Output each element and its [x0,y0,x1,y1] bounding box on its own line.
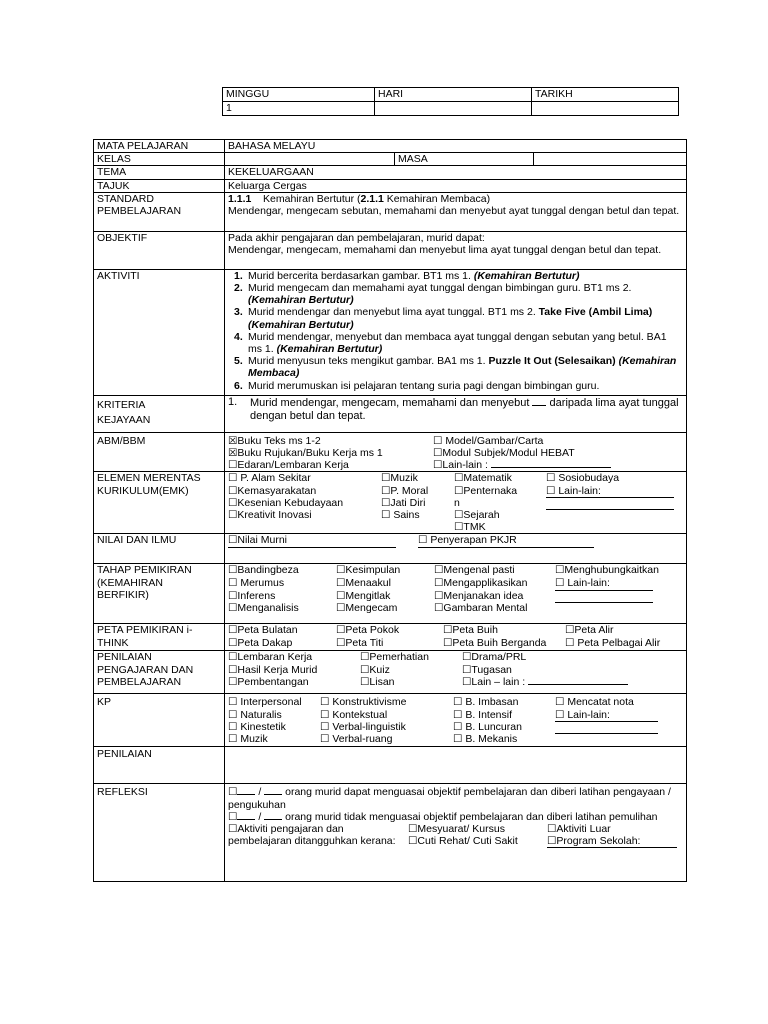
refleksi-row [94,784,687,882]
aktiviti-label: AKTIVITI [94,269,225,395]
peta-value [225,624,687,651]
tahap-kesimpulan[interactable]: ☐Kesimpulan [336,564,401,577]
refleksi-line1-text: orang murid dapat menguasai objektif pembelajaran dan diberi latihan pengayaan / pengukuhan [228,786,671,811]
emk-value [225,472,687,534]
tema-row [94,166,687,179]
objektif-line2: Mendengar, mengecam, memahami dan menyebut lima ayat tunggal dengan betul dan tepat. [228,244,662,257]
tahap-menjanakan-idea[interactable]: ☐Menjanakan idea [434,589,524,602]
aktiviti-item-number: 1. [234,269,243,282]
standard-label [94,192,225,231]
penilaian-pdp-label-line3: PEMBELAJARAN [97,675,182,688]
tajuk-label: TAJUK [94,179,225,192]
kriteria-value[interactable] [225,395,687,432]
hari-header: HARI [375,88,532,102]
aktiviti-item-text: Murid bercerita berdasarkan gambar. BT1 ms 1. [248,269,474,282]
penilaian-pdp-row [94,651,687,694]
kp-lain-lain[interactable]: ☐ Lain-lain: [555,708,610,721]
aktiviti-item-skill: (Kemahiran Bertutur) [248,318,354,331]
tahap-lain-lain-line-1[interactable] [555,590,653,591]
tahap-mengenal-pasti[interactable]: ☐Mengenal pasti [434,564,515,577]
penilaian-pemerhatian[interactable]: ☐Pemerhatian [360,651,429,664]
kriteria-blank[interactable] [532,396,546,406]
tajuk-row [94,179,687,192]
standard-code-1: 1.1.1 [228,192,252,205]
aktiviti-list [228,270,683,392]
nilai-murni-line[interactable] [228,547,396,548]
emk-p-moral[interactable]: ☐P. Moral [381,484,429,497]
standard-code-2: 2.1.1 [360,192,384,205]
abm-label [94,432,225,472]
kp-konstruktivisme[interactable]: ☐ Konstruktivisme [320,696,407,709]
penilaian-lisan[interactable]: ☐Lisan [360,675,395,688]
penilaian-pembentangan[interactable]: ☐Pembentangan [228,675,309,688]
nilai-row [94,534,687,564]
tahap-menaakul[interactable]: ☐Menaakul [336,577,391,590]
refleksi-aktiviti-luar[interactable]: ☐Aktiviti Luar [547,823,611,836]
kp-b-imbasan[interactable]: ☐ B. Imbasan [453,696,519,709]
emk-lain-lain-line-2[interactable] [546,509,674,510]
penilaian-lembaran-kerja[interactable]: ☐Lembaran Kerja [228,651,313,664]
mata-pelajaran-label: MATA PELAJARAN [94,140,225,153]
penilaian-pdp-label-line2: PENGAJARAN DAN [97,663,194,676]
penilaian-row [94,747,687,784]
kp-label [94,694,225,747]
abm-lain-lain[interactable]: ☐Lain-lain : [433,459,488,472]
peta-label [94,624,225,651]
standard-text-1: Kemahiran Bertutur ( [263,192,361,205]
objektif-row [94,231,687,269]
emk-lain-lain[interactable]: ☐ Lain-lain: [546,484,601,497]
aktiviti-item-number: 3. [234,306,243,319]
tahap-mengecam[interactable]: ☐Mengecam [336,602,398,615]
peta-buih[interactable]: ☐Peta Buih [443,624,498,637]
kp-b-intensif[interactable]: ☐ B. Intensif [453,708,513,721]
tahap-value [225,564,687,624]
kriteria-text-a: Murid mendengar, mengecam, memahami dan menyebut [250,396,533,409]
abm-modul-subjek[interactable]: ☐Modul Subjek/Modul HEBAT [433,447,575,460]
kelas-row [94,153,687,166]
refleksi-program-sekolah-line[interactable] [547,847,677,848]
kelas-label: KELAS [94,153,225,166]
minggu-header: MINGGU [223,88,375,102]
kp-mencatat-nota[interactable]: ☐ Mencatat nota [555,696,634,709]
standard-label-line2: PEMBELAJARAN [97,205,182,218]
tahap-label-line2: (KEMAHIRAN [97,576,163,589]
masa-value[interactable] [534,153,687,166]
abm-label-text: ABM/BBM [97,434,146,447]
kp-verbal-ruang[interactable]: ☐ Verbal-ruang [320,733,393,746]
aktiviti-item-text: Murid mendengar, menyebut dan membaca ayat tunggal dengan sebutan yang betul. BA1 ms 1. [248,330,667,356]
tema-value[interactable]: KEKELUARGAAN [225,166,687,179]
peta-pokok[interactable]: ☐Peta Pokok [336,624,400,637]
tahap-mengitlak[interactable]: ☐Mengitlak [336,589,391,602]
aktiviti-item-body [248,270,683,282]
penilaian-pdp-label [94,651,225,694]
aktiviti-item-body [248,355,683,379]
aktiviti-item-skill: (Kemahiran Bertutur) [473,269,580,282]
emk-sosiobudaya[interactable]: ☐ Sosiobudaya [546,472,620,485]
penilaian-tugasan[interactable]: ☐Tugasan [462,663,512,676]
aktiviti-item-text: Murid merumuskan isi pelajaran tentang suria pagi dengan bimbingan guru. [248,379,600,392]
standard-text-2: Kemahiran Membaca) [383,192,491,205]
standard-row [94,192,687,231]
kp-verbal-linguistik[interactable]: ☐ Verbal-linguistik [320,720,406,733]
refleksi-ditangguhkan[interactable]: ☐Aktiviti pengajaran dan pembelajaran ditangguhkan kerana: [228,823,396,848]
aktiviti-item-body [248,306,683,330]
emk-alam-sekitar[interactable]: ☐ P. Alam Sekitar [228,472,311,485]
aktiviti-item-skill: (Kemahiran Membaca) [248,355,677,380]
emk-kreativiti[interactable]: ☐Kreativit Inovasi [228,509,312,522]
peta-buih-berganda[interactable]: ☐Peta Buih Berganda [443,636,547,649]
kp-kontekstual[interactable]: ☐ Kontekstual [320,708,388,721]
emk-jati-diri[interactable]: ☐Jati Diri [381,496,426,509]
tahap-pemikiran-row [94,564,687,624]
aktiviti-item-number: 4. [234,330,243,343]
aktiviti-item-text: Murid mengecam dan memahami ayat tunggal dengan bimbingan guru. BT1 ms 2. [248,282,632,295]
emk-label [94,472,225,534]
refleksi-line2[interactable]: ☐ / orang murid tidak menguasai objektif pembelajaran dan diberi latihan pemulihan [228,810,658,823]
kriteria-row [94,395,687,432]
kp-interpersonal[interactable]: ☐ Interpersonal [228,696,302,709]
tahap-merumus[interactable]: ☐ Merumus [228,577,285,590]
tarikh-value[interactable] [532,102,679,116]
penyerapan-pkjr-line[interactable] [418,547,594,548]
emk-matematik[interactable]: ☐Matematik [454,472,512,485]
abm-value [225,432,687,472]
kriteria-num: 1. [228,395,238,408]
kp-naturalis[interactable]: ☐ Naturalis [228,708,282,721]
peta-pelbagai-alir[interactable]: ☐ Peta Pelbagai Alir [565,636,661,649]
mata-pelajaran-value[interactable]: BAHASA MELAYU [225,140,687,153]
aktiviti-item [228,282,683,306]
aktiviti-item-bold: Puzzle It Out (Selesaikan) [488,355,619,368]
aktiviti-item-text: Murid menyusun teks mengikut gambar. BA1 ms 1. [248,355,489,368]
aktiviti-item-skill: (Kemahiran Bertutur) [248,294,354,307]
minggu-value[interactable]: 1 [223,102,375,116]
tahap-menghubungkaitkan[interactable]: ☐Menghubungkaitkan [555,564,659,577]
emk-tmk[interactable]: ☐TMK [454,521,486,534]
kp-muzik[interactable]: ☐ Muzik [228,733,268,746]
kp-value [225,694,687,747]
aktiviti-item [228,270,683,282]
penilaian-pdp-label-line1: PENILAIAN [97,651,152,664]
kp-label-text: KP [97,696,112,709]
aktiviti-row [94,269,687,395]
emk-kemasyarakatan[interactable]: ☐Kemasyarakatan [228,484,317,497]
abm-buku-teks[interactable]: ☒Buku Teks ms 1-2 [228,434,321,447]
emk-lain-lain-line-1[interactable] [546,497,674,498]
tahap-label-line3: BERFIKIR) [97,588,149,601]
peta-titi[interactable]: ☐Peta Titi [336,636,384,649]
peta-alir[interactable]: ☐Peta Alir [565,624,614,637]
kp-b-mekanis[interactable]: ☐ B. Mekanis [453,733,518,746]
tarikh-header: TARIKH [532,88,679,102]
nilai-murni[interactable]: ☐Nilai Murni [228,534,288,547]
abm-edaran[interactable]: ☐Edaran/Lembaran Kerja [228,459,349,472]
peta-pemikiran-row [94,624,687,651]
penilaian-lain-lain-line[interactable] [528,684,628,685]
kriteria-text-b: daripada lima ayat tunggal dengan betul dan tepat. [250,396,679,422]
penilaian-kuiz[interactable]: ☐Kuiz [360,663,390,676]
aktiviti-value[interactable] [225,269,687,395]
tahap-menganalisis[interactable]: ☐Menganalisis [228,602,299,615]
tahap-mengapplikasikan[interactable]: ☐Mengapplikasikan [434,577,528,590]
standard-description: Mendengar, mengecam sebutan, memahami dan menyebut ayat tunggal dengan betul dan tepat. [228,205,680,218]
masa-label: MASA [395,153,534,166]
emk-sains[interactable]: ☐ Sains [381,509,420,522]
objektif-label: OBJEKTIF [94,231,225,269]
aktiviti-item-number: 2. [234,282,243,295]
refleksi-cuti[interactable]: ☐Cuti Rehat/ Cuti Sakit [408,835,518,848]
nilai-value [225,534,687,564]
penilaian-value[interactable] [225,747,687,784]
aktiviti-item [228,331,683,355]
abm-row [94,432,687,472]
aktiviti-item-bold: Take Five (Ambil Lima) [538,306,653,319]
tahap-lain-lain[interactable]: ☐ Lain-lain: [555,577,610,590]
standard-label-line1: STANDARD [97,192,154,205]
standard-value[interactable] [225,192,687,231]
peta-dakap[interactable]: ☐Peta Dakap [228,636,293,649]
penilaian-drama[interactable]: ☐Drama/PRL [462,651,527,664]
tajuk-value[interactable]: Keluarga Cergas [225,179,687,192]
refleksi-line1[interactable]: ☐ / orang murid dapat menguasai objektif pembelajaran dan diberi latihan pengayaan / pengukuhan [228,786,671,811]
refleksi-line1-checkbox[interactable]: ☐ [228,786,238,799]
nilai-label: NILAI DAN ILMU [94,534,225,564]
emk-penternakan[interactable]: ☐Penternaka [454,484,518,497]
kriteria-label-line2: KEJAYAAN [97,414,151,427]
emk-penternakan-wrap: n [454,496,460,509]
aktiviti-item-body [248,282,683,306]
emk-sejarah[interactable]: ☐Sejarah [454,509,500,522]
emk-label-line1: ELEMEN MERENTAS [97,472,201,485]
tahap-bandingbeza[interactable]: ☐Bandingbeza [228,564,299,577]
mata-pelajaran-row [94,140,687,153]
peta-label-line1: PETA PEMIKIRAN i- [97,624,193,637]
tahap-lain-lain-line-2[interactable] [555,602,653,603]
refleksi-label [94,784,225,882]
kp-lain-lain-line-2[interactable] [555,733,658,734]
kelas-value[interactable] [225,153,395,166]
tahap-label-line1: TAHAP PEMIKIRAN [97,564,192,577]
penilaian-hasil-kerja[interactable]: ☐Hasil Kerja Murid [228,663,318,676]
aktiviti-item-body [248,380,683,392]
penilaian-lain-lain[interactable]: ☐Lain – lain : [462,675,526,688]
hari-value[interactable] [375,102,532,116]
peta-bulatan[interactable]: ☐Peta Bulatan [228,624,298,637]
tahap-gambaran-mental[interactable]: ☐Gambaran Mental [434,602,528,615]
refleksi-line2-checkbox[interactable]: ☐ [228,810,238,823]
kriteria-label [94,395,225,432]
abm-buku-rujukan[interactable]: ☒Buku Rujukan/Buku Kerja ms 1 [228,447,383,460]
kp-kinestetik[interactable]: ☐ Kinestetik [228,720,286,733]
aktiviti-item-number: 6. [234,379,243,392]
penilaian-label-text: PENILAIAN [97,748,152,761]
kriteria-label-line1: KRITERIA [97,398,146,411]
tema-label: TEMA [94,166,225,179]
emk-muzik[interactable]: ☐Muzik [381,472,418,485]
tahap-label [94,564,225,624]
penyerapan-pkjr[interactable]: ☐ Penyerapan PKJR [418,534,517,547]
tahap-inferens[interactable]: ☐Inferens [228,589,276,602]
penilaian-label [94,747,225,784]
refleksi-label-text: REFLEKSI [97,786,148,799]
objektif-line1: Pada akhir pengajaran dan pembelajaran, murid dapat: [228,231,485,244]
abm-lain-lain-line[interactable] [491,467,611,468]
aktiviti-item [228,306,683,330]
aktiviti-item-skill: (Kemahiran Bertutur) [276,343,383,356]
refleksi-line2-text: orang murid tidak menguasai objektif pembelajaran dan diberi latihan pemulihan [282,810,658,823]
aktiviti-item-number: 5. [234,355,243,368]
aktiviti-item-body [248,331,683,355]
penilaian-pdp-value [225,651,687,694]
refleksi-value [225,784,687,882]
lesson-plan-table [93,139,687,882]
kp-lain-lain-line-1[interactable] [555,721,658,722]
refleksi-program-sekolah[interactable]: ☐Program Sekolah: [547,835,641,848]
refleksi-mesyuarat[interactable]: ☐Mesyuarat/ Kursus [408,823,505,836]
emk-kesenian[interactable]: ☐Kesenian Kebudayaan [228,496,344,509]
peta-label-line2: THINK [97,636,129,649]
objektif-value[interactable] [225,231,687,269]
emk-label-line2: KURIKULUM(EMK) [97,484,189,497]
abm-model-gambar[interactable]: ☐ Model/Gambar/Carta [433,434,544,447]
kp-row [94,694,687,747]
aktiviti-item-text: Murid mendengar dan menyebut lima ayat tunggal. BT1 ms 2. [248,306,539,319]
kp-b-luncuran[interactable]: ☐ B. Luncuran [453,720,522,733]
week-day-date-table [222,87,679,116]
aktiviti-item [228,355,683,379]
aktiviti-item [228,380,683,392]
emk-row [94,472,687,534]
